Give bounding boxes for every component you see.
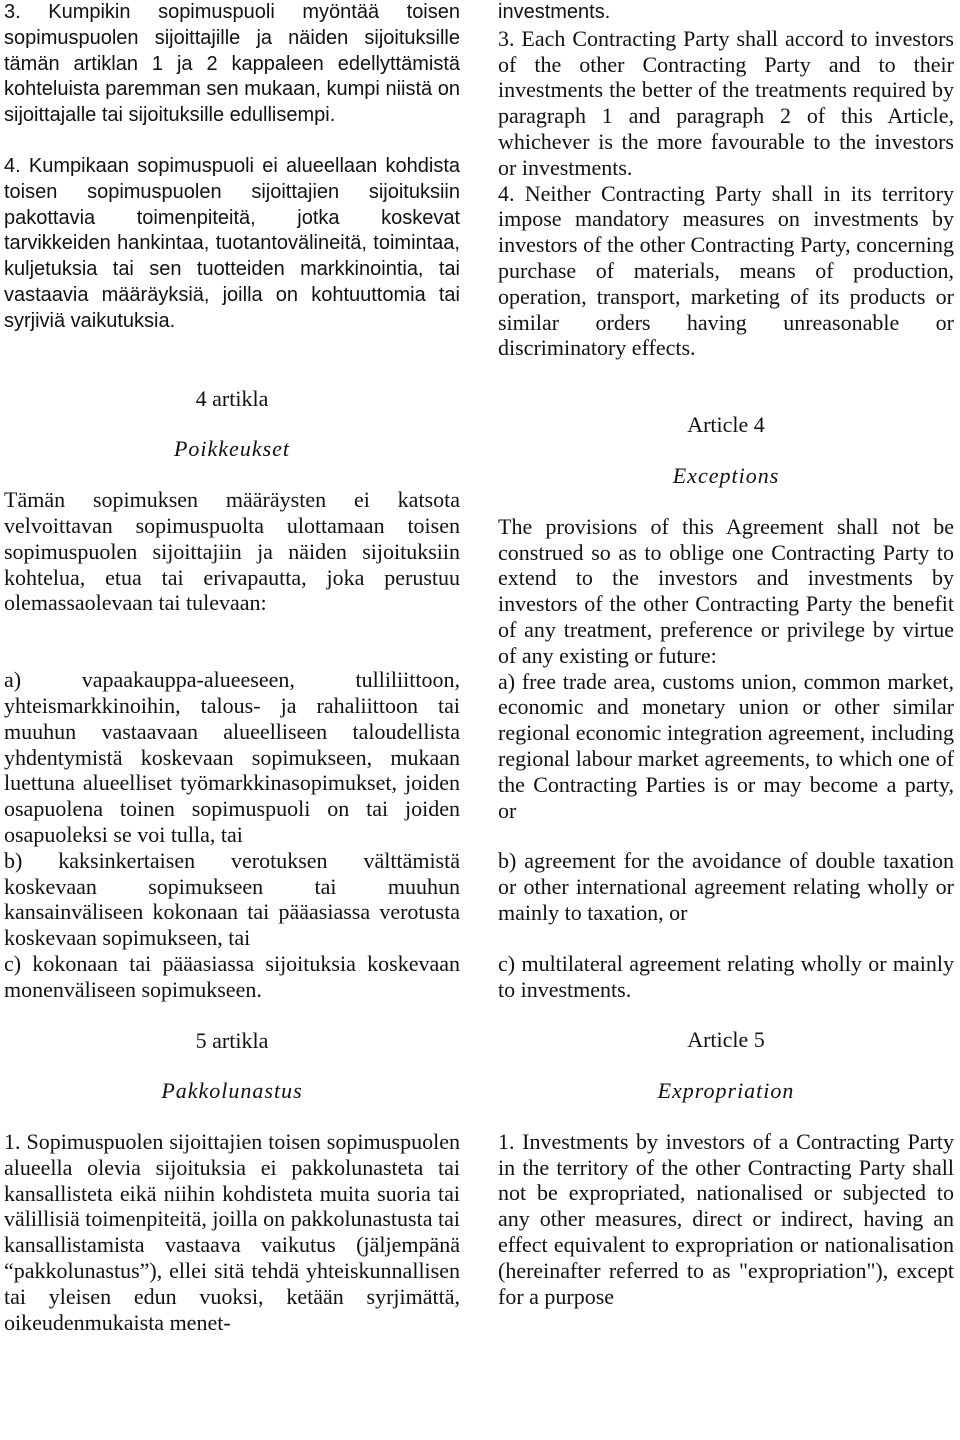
en-carryover-line: investments. — [498, 1, 611, 23]
en-article4-title: Exceptions — [672, 462, 780, 488]
en-article5-title: Expropriation — [657, 1078, 795, 1104]
en-article4-heading: Article 4 — [687, 412, 765, 438]
en-article3-paragraph3: 3. Each Contracting Party shall accord to investors of the other Contracting Party and to their investments the better of the treatments required by paragraph 1 and paragraph 2 of this Article, whichever is the more favourable to the investors or investments. — [498, 25, 954, 180]
fi-article5-paragraph1: 1. Sopimuspuolen sijoittajien toisen sopimuspuolen alueella olevia sijoituksia ei pakkolunasteta tai kansallisteta eikä niihin kohdisteta muita suoria tai välillisiä toimenpiteitä, joilla on pakkolunastusta tai kansallistamista vastaava vaikutus (jäljempänä “pakkolunastus”), ellei sitä tehdä yhteiskunnallisen tai yleisen edun vuoksi, ketään syrjimättä, oikeudenmukaista menet- — [4, 1129, 460, 1335]
fi-article4-item-c: c) kokonaan tai pääasiassa sijoituksia koskevaan monenväliseen sopimukseen. — [4, 950, 460, 1002]
en-article4-item-b: b) agreement for the avoidance of double taxation or other international agreement relating wholly or mainly to taxation, or — [498, 848, 954, 925]
fi-article4-item-a: a) vapaakauppa-alueeseen, tulliliittoon, yhteismarkkinoihin, talous- ja rahaliittoon tai muuhun vastaavaan alueelliseen taloudellista yhdentymistä koskevaan sopimukseen, mukaan luettuna alueelliset työmarkkinasopimukset, joiden osapuolena toinen sopimuspuoli on tai joiden osapuoleksi se voi tulla, tai — [4, 667, 460, 847]
en-article5-heading: Article 5 — [687, 1027, 765, 1053]
finnish-column — [4, 0, 460, 1335]
fi-article4-item-b: b) kaksinkertaisen verotuksen välttämistä koskevaan sopimukseen tai muuhun kansainväliseen kokonaan tai pääasiassa verotusta koskevaan sopimukseen, tai — [4, 847, 460, 951]
fi-article3-paragraph3: 3. Kumpikin sopimuspuoli myöntää toisen sopimuspuolen sijoittajille ja näiden sijoituksille tämän artiklan 1 ja 2 kappaleen edellyttämistä kohteluista paremman sen mukaan, kumpi niistä on sijoittajalle tai sijoituksille edullisempi. — [4, 1, 460, 127]
en-article5-paragraph1: 1. Investments by investors of a Contracting Party in the territory of the other Contracting Party shall not be expropriated, nationalised or subjected to any other measures, direct or indirect, having an effect equivalent to expropriation or nationalisation (hereinafter referred to as "expropriation"), except for a purpose — [498, 1128, 954, 1309]
fi-article4-intro: Tämän sopimuksen määräysten ei katsota velvoittavan sopimuspuolta ulottamaan toisen sopimuspuolen sijoittajiin ja näiden sijoituksiin kohtelua, etua tai erivapautta, joka perustuu olemassaolevaan tai tulevaan: — [4, 487, 460, 616]
en-article4-intro: The provisions of this Agreement shall not be construed so as to oblige one Contracting Party to extend to the investors and investments by investors of the other Contracting Party the benefit of any treatment, preference or privilege by virtue of any existing or future: — [498, 513, 954, 668]
english-column — [498, 0, 954, 1309]
en-article3-paragraph4: 4. Neither Contracting Party shall in its territory impose mandatory measures on investments by investors of the other Contracting Party, concerning purchase of materials, means of production, operation, transport, marketing of its products or similar orders having unreasonable or discriminatory effects. — [498, 180, 954, 361]
fi-article5-heading: 5 artikla — [195, 1027, 269, 1053]
fi-article4-title: Poikkeukset — [173, 436, 291, 462]
en-article4-item-c: c) multilateral agreement relating wholly or mainly to investments. — [498, 950, 954, 1002]
fi-article5-title: Pakkolunastus — [161, 1078, 303, 1104]
fi-article3-paragraph4: 4. Kumpikaan sopimuspuoli ei alueellaan kohdista toisen sopimuspuolen sijoittajien sijoituksiin pakottavia toimenpiteitä, jotka koskevat tarvikkeiden hankintaa, tuotantovälineitä, toimintaa, kuljetuksia tai sen tuotteiden markkinointia, tai vastaavia määräyksiä, joilla on kohtuuttomia tai syrjiviä vaikutuksia. — [4, 154, 460, 332]
fi-article4-heading: 4 artikla — [195, 385, 269, 411]
en-article4-item-a: a) free trade area, customs union, common market, economic and monetary union or other similar regional economic integration agreement, including regional labour market agreements, to which one of the Contracting Parties is or may become a party, or — [498, 668, 954, 823]
